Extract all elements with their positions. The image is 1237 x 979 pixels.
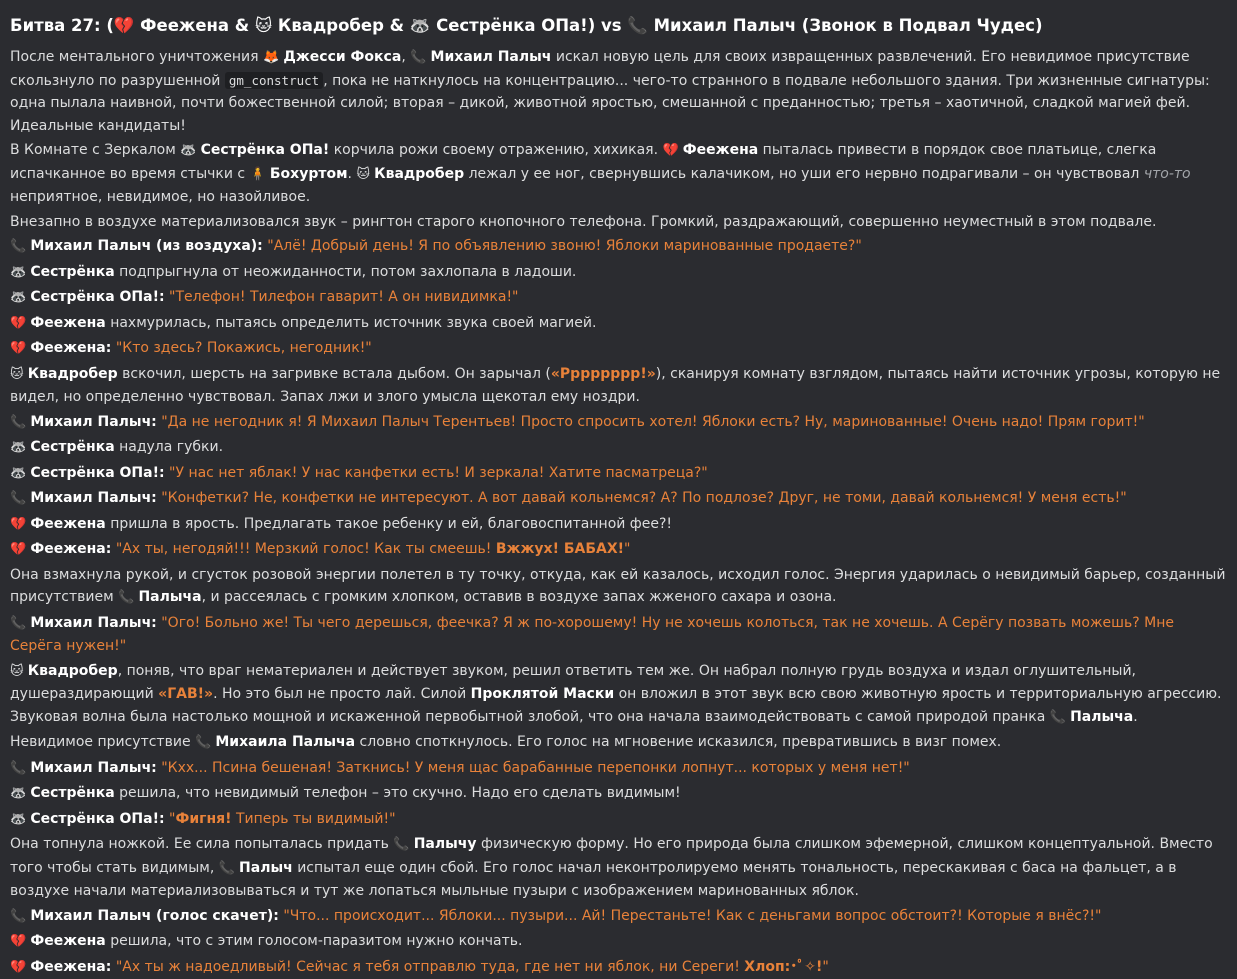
emoji-icon: 📞: [195, 735, 215, 750]
message-line: [10, 833, 1227, 903]
text-run: Она взмахнула рукой, и сгусток розовой энергии полетел в ту точку, откуда, как ей казалось, исходил голос. Энергия ударилась о невидимый барьер, созданный присутствием: [10, 567, 1225, 606]
message-line: [10, 235, 1227, 259]
quote-emphasis: Вжжух! БАБАХ!: [496, 541, 624, 557]
speaker-name: Сестрёнка ОПа!:: [30, 289, 164, 305]
emoji-icon: 📞: [10, 491, 30, 506]
speaker-name: Квадробер: [374, 166, 464, 182]
emoji-icon: 🧍: [250, 167, 270, 182]
text-run: вскочил, шерсть на загривке встала дыбом. Он зарычал (: [118, 366, 551, 382]
emoji-icon: 📞: [1050, 710, 1070, 725]
quote-text: "Ах ты, негодяй!!! Мерзкий голос! Как ты смеешь!: [116, 541, 496, 557]
speaker-name: Проклятой Маски: [471, 686, 615, 702]
message-line: [10, 930, 1227, 954]
text-run: , и рассеялась с громким хлопком, оставив в воздухе запах жженого сахара и озона.: [202, 589, 837, 605]
emoji-icon: 💔: [10, 960, 30, 975]
speaker-name: Михаила Палыча: [215, 734, 355, 750]
text-run: искал новую цель для своих извращенных развлечений. Его невидимое присутствие скользнуло по разрушенной: [10, 49, 1190, 89]
speaker-name: Михаил Палыч:: [30, 414, 156, 430]
emoji-icon: 📞: [219, 861, 239, 876]
speaker-name: Феежена:: [30, 959, 111, 975]
quote-emphasis: Хлоп:･ﾟ✧!: [744, 959, 822, 975]
emoji-icon: 📞: [10, 616, 30, 631]
text-run: пришла в ярость. Предлагать такое ребенку и ей, благовоспитанной фее?!: [106, 516, 672, 532]
quote-emphasis: «ГАВ!»: [158, 686, 213, 702]
message-line: [10, 211, 1227, 234]
emoji-icon: 🦝: [10, 786, 30, 801]
italic-text: что-то: [1144, 166, 1191, 182]
text-run: После ментального уничтожения: [10, 49, 263, 65]
quote-text: "Ого! Больно же! Ты чего дерешься, феечка? Я ж по-хорошему! Ну не хочешь колоться, так не хочешь. А Серёгу позвать можешь? Мне Серёга нужен!": [10, 615, 1174, 655]
text-run: , пока не наткнулось на концентрацию... чего-то странного в подвале небольшого здания. Три жизненные сигнатуры: одна пылала наивной, почти божественной силой; вторая – дикой, животной яростью, смешанной с преданностью; третья – хаотичной, сладкой магией фей. Идеальные кандидаты!: [10, 73, 1210, 134]
speaker-name: Феежена:: [30, 340, 111, 356]
message-line: [10, 782, 1227, 806]
emoji-icon: 🐱: [10, 367, 28, 382]
message-line: [10, 46, 1227, 137]
message-line: [10, 312, 1227, 336]
speaker-name: Бохуртом: [270, 166, 348, 182]
speaker-name: Михаил Палыч:: [30, 490, 156, 506]
quote-text: "Да не негодник я! Я Михаил Палыч Терентьев! Просто спросить хотел! Яблоки есть? Ну, маринованные! Очень надо! Прям горит!": [161, 414, 1144, 430]
message-line: [10, 757, 1227, 781]
message-line: [10, 612, 1227, 658]
quote-text: "Алё! Добрый день! Я по объявлению звоню! Яблоки маринованные продаете?": [267, 238, 862, 254]
emoji-icon: 📞: [393, 837, 413, 852]
speaker-name: Палыча: [1070, 709, 1133, 725]
text-run: ), сканируя комнату взглядом, пытаясь найти источник угрозы, которую не видел, но определенно чувствовал. Запах лжи и злого умысла щекотал ему ноздри.: [10, 366, 1220, 406]
message-line: [10, 956, 1227, 979]
code-span: gm_construct: [225, 72, 323, 89]
text-run: .: [1133, 709, 1137, 725]
message-line: [10, 337, 1227, 361]
quote-emphasis: Фигня!: [175, 811, 231, 827]
emoji-icon: 📞: [10, 415, 30, 430]
speaker-name: Сестрёнка ОПа!: [201, 142, 330, 158]
text-run: решила, что невидимый телефон – это скучно. Надо его сделать видимым!: [115, 785, 681, 801]
speaker-name: Палычу: [414, 836, 477, 852]
text-run: корчила рожи своему отражению, хихикая.: [329, 142, 662, 158]
speaker-name: Сестрёнка: [30, 439, 114, 455]
quote-text: "Что... происходит... Яблоки... пузыри... Ай! Перестаньте! Как с деньгами вопрос обстоит?! Которые я внёс?!": [283, 908, 1101, 924]
speaker-name: Михаил Палыч (из воздуха):: [30, 238, 262, 254]
text-run: , поняв, что враг нематериален и действует звуком, решил ответить тем же. Он набрал полную грудь воздуха и издал оглушительный, душераздирающий: [10, 663, 1136, 703]
emoji-icon: 🦝: [10, 290, 30, 305]
text-run: он вложил в этот звук всю свою животную ярость и территориальную агрессию. Звуковая волна была настолько мощной и искаженной первобытной злобой, что она начала взаимодействовать с самой природой пранка: [10, 686, 1221, 725]
emoji-icon: 🐱: [10, 664, 28, 679]
quote-text: Типерь ты видимый!": [232, 811, 396, 827]
emoji-icon: 💔: [662, 143, 682, 158]
message-line: [10, 363, 1227, 409]
emoji-icon: 📞: [10, 239, 30, 254]
emoji-icon: 🦝: [10, 466, 30, 481]
speaker-name: Михаил Палыч:: [30, 760, 156, 776]
emoji-icon: 🐱: [356, 167, 374, 182]
message-line: [10, 660, 1227, 730]
message-line: [10, 139, 1227, 209]
emoji-icon: 📞: [10, 909, 30, 924]
text-run: словно споткнулось. Его голос на мгновение исказился, превратившись в визг помех.: [355, 734, 1001, 750]
speaker-name: Михаил Палыч:: [30, 615, 156, 631]
quote-text: ": [624, 541, 630, 557]
text-run: пыталась привести в порядок свое платьице, слегка испачканное во время стычки с: [10, 142, 1156, 182]
speaker-name: Джесси Фокса: [283, 49, 401, 65]
battle-title: Битва 27: (💔 Феежена & 🐱 Квадробер & 🦝 Сестрёнка ОПа!) vs 📞 Михаил Палыч (Звонок в Подвал Чудес): [10, 14, 1227, 38]
speaker-name: Квадробер: [28, 663, 118, 679]
emoji-icon: 🦝: [10, 812, 30, 827]
emoji-icon: 💔: [10, 542, 30, 557]
message-line: [10, 436, 1227, 460]
quote-text: "Ах ты ж надоедливый! Сейчас я тебя отправлю туда, где нет ни яблок, ни Сереги!: [116, 959, 744, 975]
speaker-name: Сестрёнка: [30, 785, 114, 801]
message-body: [10, 46, 1227, 979]
speaker-name: Сестрёнка: [30, 264, 114, 280]
quote-text: "Конфетки? Не, конфетки не интересуют. А вот давай кольнемся? А? По подлозе? Друг, не томи, давай кольнемся! У меня есть!": [161, 490, 1126, 506]
text-run: испытал еще один сбой. Его голос начал неконтролируемо менять тональность, перескакивая с баса на фальцет, а в воздухе начали материализовываться и тут же лопаться мыльные пузыри с изображением маринованных яблок.: [10, 860, 1177, 900]
text-run: Невидимое присутствие: [10, 734, 195, 750]
quote-text: "У нас нет яблак! У нас канфетки есть! И зеркала! Хатите пасматреца?": [169, 465, 708, 481]
speaker-name: Михаил Палыч (голос скачет):: [30, 908, 279, 924]
speaker-name: Феежена: [30, 315, 105, 331]
quote-text: ": [822, 959, 828, 975]
message-line: [10, 286, 1227, 310]
speaker-name: Феежена:: [30, 541, 111, 557]
text-run: . Но это был не просто лай. Силой: [213, 686, 471, 702]
speaker-name: Палыч: [239, 860, 293, 876]
text-run: Внезапно в воздухе материализовался звук – рингтон старого кнопочного телефона. Громкий, раздражающий, совершенно неуместный в этом подвале.: [10, 214, 1156, 230]
message-line: [10, 731, 1227, 755]
speaker-name: Сестрёнка ОПа!:: [30, 811, 164, 827]
speaker-name: Квадробер: [28, 366, 118, 382]
speaker-name: Михаил Палыч: [431, 49, 552, 65]
speaker-name: Палыча: [138, 589, 201, 605]
text-run: лежал у ее ног, свернувшись калачиком, но уши его нервно подрагивали – он чувствовал: [464, 166, 1144, 182]
speaker-name: Феежена: [30, 516, 105, 532]
text-run: решила, что с этим голосом-паразитом нужно кончать.: [106, 933, 523, 949]
emoji-icon: 🦝: [10, 440, 30, 455]
quote-emphasis: «Рррррррр!»: [551, 366, 656, 382]
quote-text: "Кто здесь? Покажись, негодник!": [116, 340, 372, 356]
speaker-name: Феежена: [683, 142, 758, 158]
message-line: [10, 564, 1227, 610]
message-line: [10, 513, 1227, 537]
message-line: [10, 905, 1227, 929]
text-run: .: [348, 166, 357, 182]
message-line: [10, 411, 1227, 435]
emoji-icon: 🦊: [263, 50, 283, 65]
emoji-icon: 💔: [10, 934, 30, 949]
emoji-icon: 📞: [410, 50, 430, 65]
text-run: неприятное, невидимое, но назойливое.: [10, 189, 310, 205]
message-line: [10, 462, 1227, 486]
quote-text: ": [169, 811, 175, 827]
emoji-icon: 💔: [10, 316, 30, 331]
text-run: Она топнула ножкой. Ее сила попыталась придать: [10, 836, 393, 852]
quote-text: "Кхх... Псина бешеная! Заткнись! У меня щас барабанные перепонки лопнут... которых у меня нет!": [161, 760, 910, 776]
emoji-icon: 💔: [10, 341, 30, 356]
text-run: В Комнате с Зеркалом: [10, 142, 180, 158]
emoji-icon: 📞: [118, 590, 138, 605]
emoji-icon: 🦝: [10, 265, 30, 280]
message-line: [10, 487, 1227, 511]
text-run: подпрыгнула от неожиданности, потом захлопала в ладоши.: [115, 264, 577, 280]
quote-text: "Телефон! Тилефон гаварит! А он нивидимка!": [169, 289, 518, 305]
text-run: физическую форму. Но его природа была слишком эфемерной, слишком концептуальной. Вместо того чтобы стать видимым,: [10, 836, 1213, 876]
message-line: [10, 261, 1227, 285]
emoji-icon: 📞: [10, 761, 30, 776]
message-line: [10, 538, 1227, 562]
text-run: надула губки.: [115, 439, 223, 455]
speaker-name: Феежена: [30, 933, 105, 949]
emoji-icon: 💔: [10, 517, 30, 532]
speaker-name: Сестрёнка ОПа!:: [30, 465, 164, 481]
text-run: нахмурилась, пытаясь определить источник звука своей магией.: [106, 315, 597, 331]
emoji-icon: 🦝: [180, 143, 200, 158]
message-line: [10, 808, 1227, 832]
text-run: ,: [401, 49, 410, 65]
